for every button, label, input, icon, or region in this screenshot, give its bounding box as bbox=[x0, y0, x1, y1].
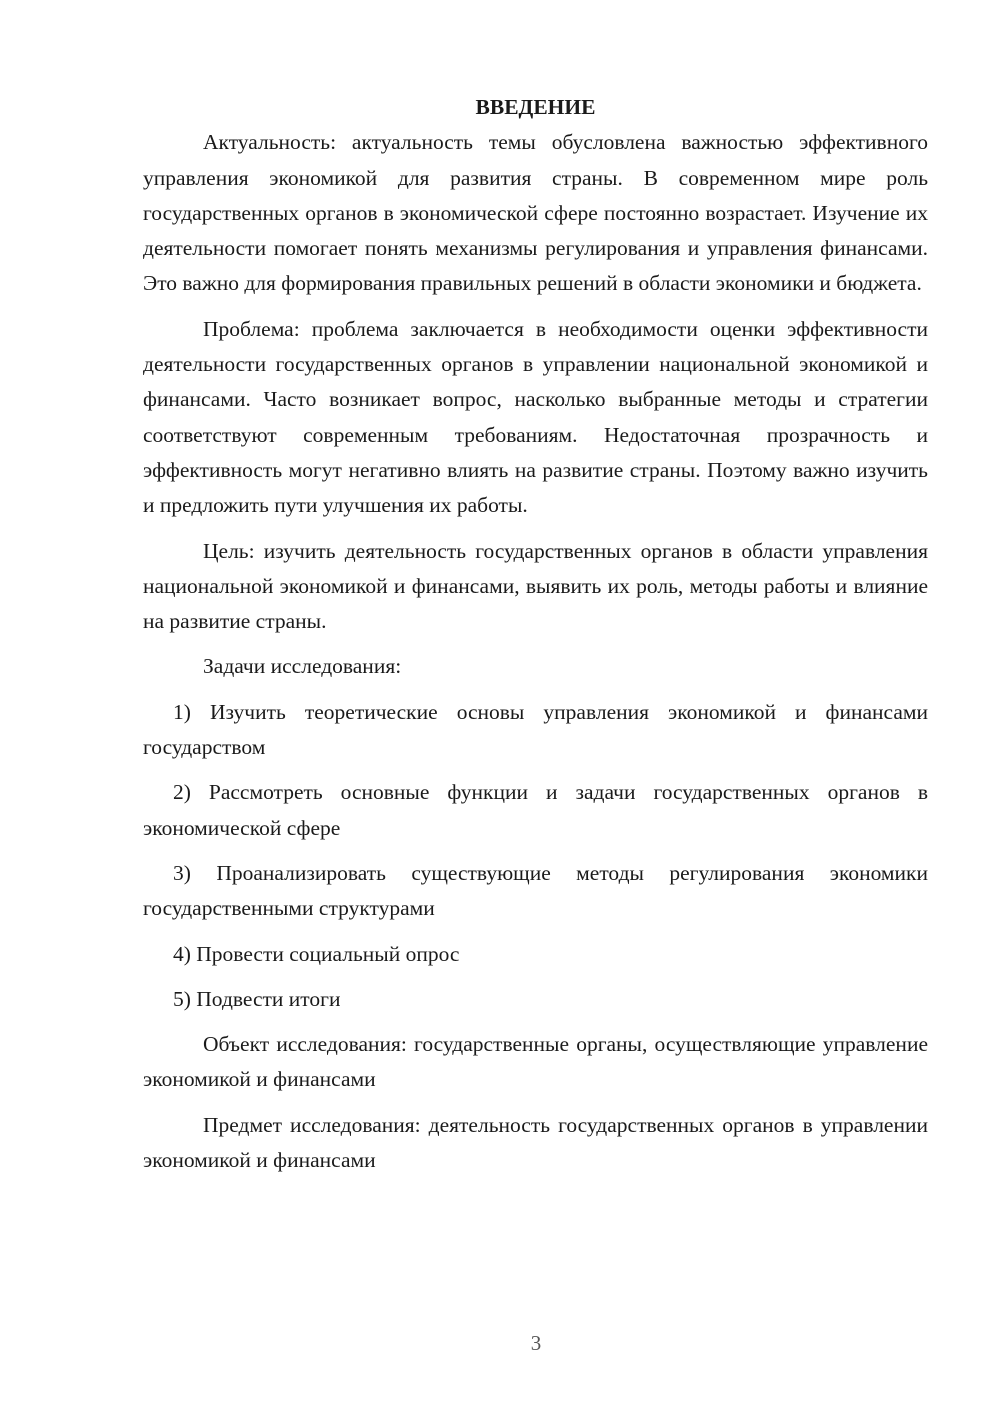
page-title: ВВЕДЕНИЕ bbox=[475, 95, 596, 119]
task-item-1: 1) Изучить теоретические основы управления экономикой и финансами государством bbox=[143, 699, 928, 760]
paragraph-relevance: Актуальность: актуальность темы обусловлена важностью эффективного управления экономикой для развития страны. В современном мире роль государственных органов в экономической сфере постоянно возрастает. Изучение их деятельности помогает понять механизмы регулирования и управления финансами. Это важно для формирования правильных решений в области экономики и бюджета. bbox=[143, 130, 928, 296]
paragraph-object: Объект исследования: государственные органы, осуществляющие управление экономикой и финансами bbox=[143, 1032, 928, 1092]
task-item-5: 5) Подвести итоги bbox=[173, 986, 341, 1011]
paragraph-subject: Предмет исследования: деятельность государственных органов в управлении экономикой и финансами bbox=[143, 1112, 928, 1173]
document-page bbox=[143, 90, 928, 1178]
tasks-heading: Задачи исследования: bbox=[203, 654, 402, 679]
paragraph-goal: Цель: изучить деятельность государственных органов в области управления национальной экономикой и финансами, выявить их роль, методы работы и влияние на развитие страны. bbox=[143, 538, 928, 634]
task-item-2: 2) Рассмотреть основные функции и задачи государственных органов в экономической сфере bbox=[143, 780, 928, 840]
task-item-4: 4) Провести социальный опрос bbox=[173, 941, 460, 966]
page-number: 3 bbox=[530, 1331, 542, 1355]
task-item-3: 3) Проанализировать существующие методы регулирования экономики государственными структурами bbox=[143, 860, 928, 921]
paragraph-problem: Проблема: проблема заключается в необходимости оценки эффективности деятельности государственных органов в управлении национальной экономикой и финансами. Часто возникает вопрос, насколько выбранные методы и стратегии соответствуют современным требованиям. Недостаточная прозрачность и эффективность могут негативно влиять на развитие страны. Поэтому важно изучить и предложить пути улучшения их работы. bbox=[143, 316, 928, 518]
